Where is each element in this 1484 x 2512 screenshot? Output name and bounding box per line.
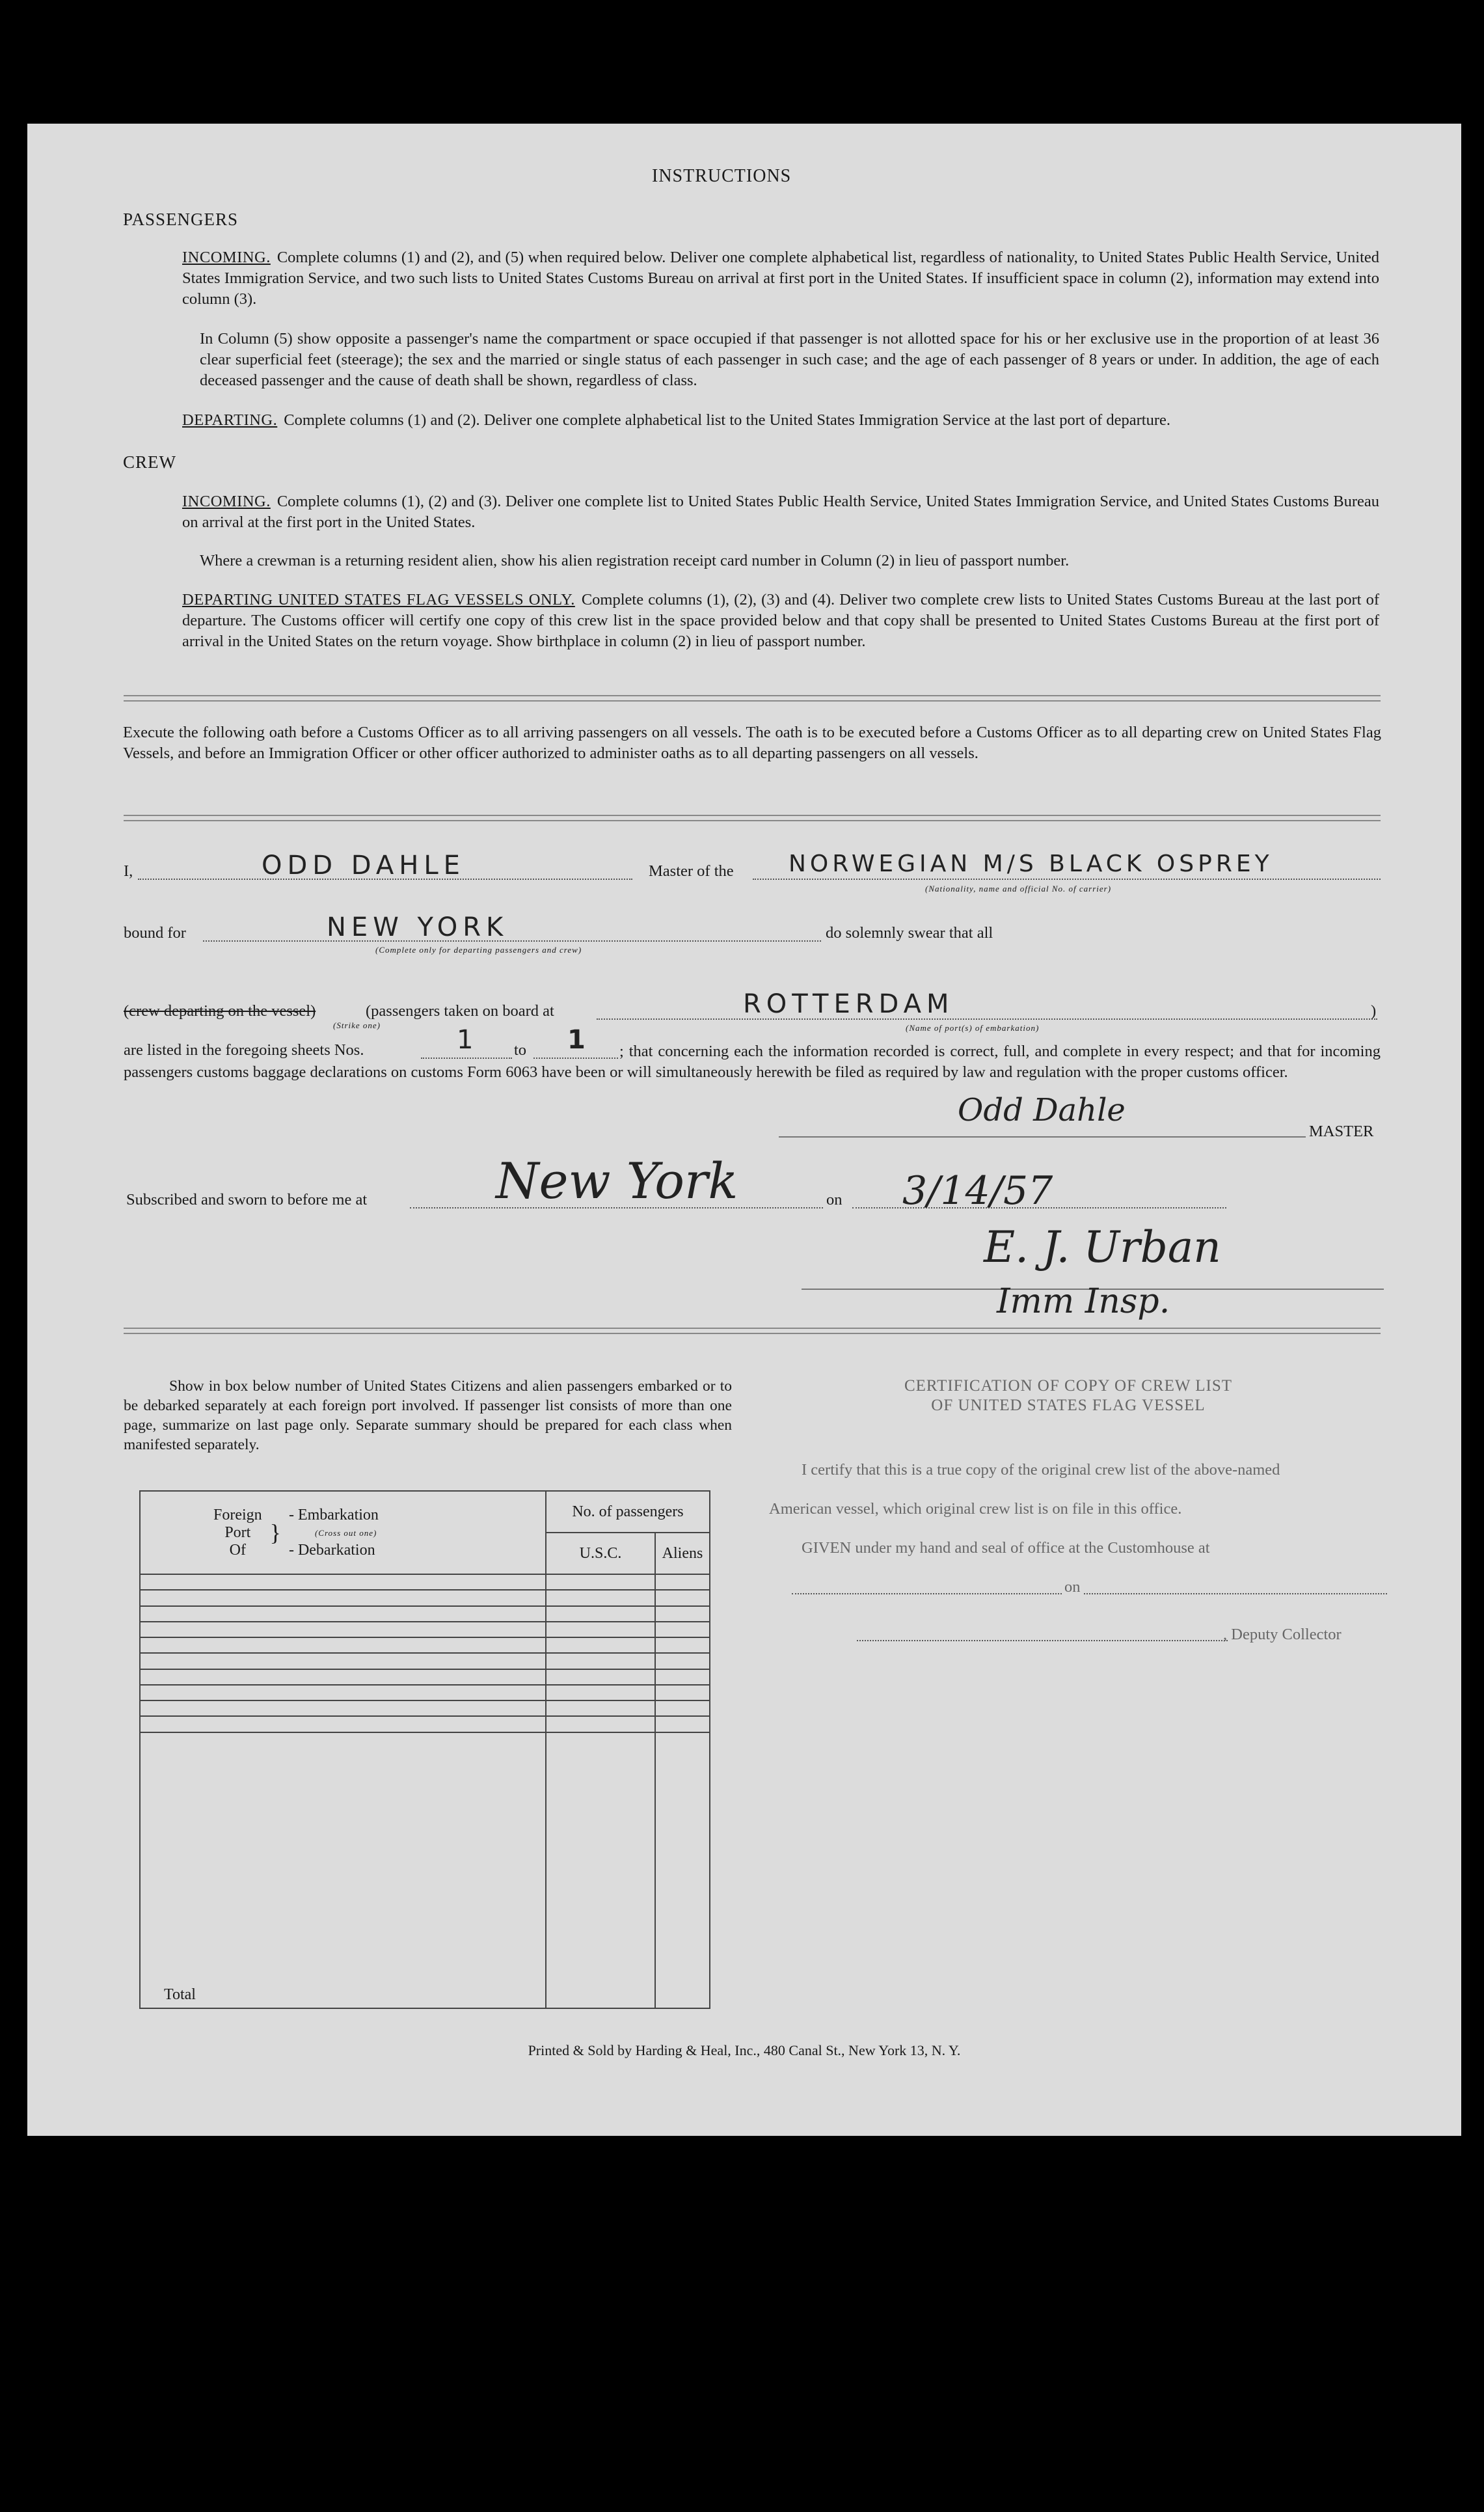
deputy-collector-label: , Deputy Collector bbox=[1223, 1626, 1342, 1643]
destination-field: NEW YORK bbox=[327, 912, 509, 942]
port-cell[interactable] bbox=[140, 1622, 546, 1637]
vessel-field: NORWEGIAN M/S BLACK OSPREY bbox=[789, 851, 1273, 877]
crew-departing-struck: (crew departing on the vessel) bbox=[124, 1002, 316, 1020]
given-line bbox=[802, 1539, 1210, 1557]
certify-text: ; that concerning each the information recorded is correct, full, and complete in every respect; and that for incoming passengers customs baggage declarations on customs Form 6063 have been or will simultaneously herewith be filed as required by law and regulation with the proper customs officer. bbox=[124, 1043, 1381, 1081]
of-label: Of bbox=[229, 1541, 246, 1559]
printer-footer: Printed & Sold by Harding & Heal, Inc., 480 Canal St., New York 13, N. Y. bbox=[528, 2042, 961, 2058]
aliens-cell[interactable] bbox=[655, 1574, 710, 1590]
customhouse-line[interactable] bbox=[792, 1593, 1387, 1594]
table-row bbox=[140, 1606, 710, 1622]
total-label: Total bbox=[140, 1732, 546, 2009]
port-cell[interactable] bbox=[140, 1606, 546, 1622]
aliens-cell[interactable] bbox=[655, 1590, 710, 1605]
crew-incoming-paragraph bbox=[182, 491, 1379, 533]
table-row bbox=[140, 1637, 710, 1653]
debarkation-label[interactable]: - Debarkation bbox=[288, 1541, 375, 1559]
master-name-field: ODD DAHLE bbox=[262, 851, 465, 881]
passenger-summary-table bbox=[139, 1490, 710, 2009]
certification-heading bbox=[867, 1376, 1270, 1415]
usc-cell[interactable] bbox=[546, 1622, 655, 1637]
summary-instruction: Show in box below number of United States Citizens and alien passengers embarked or to be debarked separately at each foreign port involved. If passenger list consists of more than one page, summarize on last page only. Separate summary should be prepared for each class when manifested separately. bbox=[124, 1378, 732, 1453]
cross-out-caption: (Cross out one) bbox=[314, 1527, 377, 1538]
aliens-cell[interactable] bbox=[655, 1700, 710, 1716]
swear-text: do solemnly swear that all bbox=[826, 924, 993, 942]
usc-header: U.S.C. bbox=[546, 1533, 655, 1574]
aliens-header: Aliens bbox=[655, 1533, 710, 1574]
embarkation-label[interactable]: - Embarkation bbox=[288, 1506, 379, 1523]
bound-for-label: bound for bbox=[124, 924, 186, 942]
table-row bbox=[140, 1590, 710, 1605]
form-sheet bbox=[27, 124, 1461, 2136]
i-label: I, bbox=[124, 862, 133, 880]
destination-line bbox=[203, 940, 821, 942]
usc-cell[interactable] bbox=[546, 1574, 655, 1590]
aliens-cell[interactable] bbox=[655, 1716, 710, 1732]
total-row bbox=[140, 1732, 710, 2009]
crew-departing-text: Complete columns (1), (2), (3) and (4). Deliver two complete crew lists to United States Customs Bureau at the last port of departure. The Customs officer will certify one copy of this crew list in the space provided below and that copy shall be presented to United States Customs Bureau at the first port of arrival in the United States on the return voyage. Show birthplace in column (2) in lieu of passport number. bbox=[182, 591, 1379, 650]
officer-signature: E. J. Urban bbox=[984, 1222, 1221, 1272]
crew-incoming-label: INCOMING. bbox=[182, 493, 271, 510]
port-cell[interactable] bbox=[140, 1653, 546, 1669]
aliens-cell[interactable] bbox=[655, 1637, 710, 1653]
port-cell[interactable] bbox=[140, 1669, 546, 1685]
crew-departing-paragraph bbox=[182, 590, 1379, 652]
usc-cell[interactable] bbox=[546, 1606, 655, 1622]
usc-cell[interactable] bbox=[546, 1590, 655, 1605]
foreign-label: Foreign bbox=[213, 1506, 262, 1523]
instructions-title: INSTRUCTIONS bbox=[652, 166, 792, 186]
table-row bbox=[140, 1653, 710, 1669]
passengers-incoming-label: INCOMING. bbox=[182, 249, 271, 266]
usc-cell[interactable] bbox=[546, 1653, 655, 1669]
master-of-label: Master of the bbox=[649, 862, 734, 880]
usc-cell[interactable] bbox=[546, 1700, 655, 1716]
aliens-cell[interactable] bbox=[655, 1622, 710, 1637]
aliens-cell[interactable] bbox=[655, 1685, 710, 1700]
table-row bbox=[140, 1700, 710, 1716]
officer-title: Imm Insp. bbox=[997, 1282, 1170, 1321]
to-label: to bbox=[514, 1041, 527, 1059]
port-cell[interactable] bbox=[140, 1574, 546, 1590]
passengers-departing-label: DEPARTING. bbox=[182, 411, 278, 429]
port-header-cell bbox=[140, 1491, 546, 1574]
oath-divider bbox=[124, 815, 1381, 821]
lower-divider bbox=[124, 1328, 1381, 1334]
port-cell[interactable] bbox=[140, 1685, 546, 1700]
port-line bbox=[597, 1018, 1377, 1020]
sworn-date-field: 3/14/57 bbox=[902, 1168, 1053, 1214]
port-cell[interactable] bbox=[140, 1700, 546, 1716]
close-paren: ) bbox=[1371, 1002, 1377, 1020]
destination-caption: (Complete only for departing passengers and crew) bbox=[375, 945, 582, 955]
certification-text2: American vessel, which original crew list is on file in this office. bbox=[769, 1500, 1182, 1518]
crew-departing-label: DEPARTING UNITED STATES FLAG VESSELS ONLY. bbox=[182, 591, 575, 608]
port-caption: (Name of port(s) of embarkation) bbox=[906, 1023, 1040, 1033]
port-cell[interactable] bbox=[140, 1590, 546, 1605]
given-text: under my hand and seal of office at the Customhouse at bbox=[855, 1539, 1210, 1557]
table-row bbox=[140, 1716, 710, 1732]
aliens-cell[interactable] bbox=[655, 1653, 710, 1669]
crew-incoming-text: Complete columns (1), (2) and (3). Deliver one complete list to United States Public Health Service, United States Immigration Service, and United States Customs Bureau on arrival at the first port in the United States. bbox=[182, 493, 1379, 531]
deputy-collector-line[interactable] bbox=[857, 1640, 1228, 1641]
usc-cell[interactable] bbox=[546, 1716, 655, 1732]
sworn-place-field: New York bbox=[496, 1152, 738, 1210]
passengers-heading: PASSENGERS bbox=[123, 210, 239, 229]
passengers-departing-text: Complete columns (1) and (2). Deliver one complete alphabetical list to the United States Immigration Service at the last port of departure. bbox=[284, 411, 1170, 429]
table-row bbox=[140, 1685, 710, 1700]
master-signature: Odd Dahle bbox=[958, 1092, 1126, 1128]
table-row bbox=[140, 1574, 710, 1590]
oath-instruction-paragraph: Execute the following oath before a Customs Officer as to all arriving passengers on all vessels. The oath is to be executed before a Customs Officer as to all departing crew on United States Flag Vessels, and before an Immigration Officer or other officer authorized to administer oaths as to all departing passengers on all vessels. bbox=[123, 724, 1381, 762]
listed-label: are listed in the foregoing sheets Nos. bbox=[124, 1041, 364, 1059]
aliens-cell[interactable] bbox=[655, 1606, 710, 1622]
sworn-on-label: on bbox=[826, 1191, 843, 1208]
usc-cell[interactable] bbox=[546, 1685, 655, 1700]
crew-heading: CREW bbox=[123, 452, 176, 472]
passengers-departing-paragraph bbox=[182, 410, 1379, 431]
certification-on-label: on bbox=[1062, 1578, 1083, 1596]
given-label: GIVEN bbox=[802, 1539, 852, 1557]
usc-cell[interactable] bbox=[546, 1669, 655, 1685]
sheet-to-field: 1 bbox=[567, 1025, 591, 1055]
vessel-line bbox=[753, 879, 1381, 880]
port-label: Port bbox=[224, 1523, 251, 1541]
section-divider bbox=[124, 695, 1381, 702]
sheet-from-field: 1 bbox=[457, 1025, 479, 1055]
certification-heading-line2: OF UNITED STATES FLAG VESSEL bbox=[931, 1397, 1206, 1414]
strike-one-caption: (Strike one) bbox=[333, 1020, 381, 1030]
table-row bbox=[140, 1622, 710, 1637]
master-label: MASTER bbox=[1309, 1123, 1374, 1140]
brace-glyph: } bbox=[269, 1520, 281, 1546]
master-signature-line bbox=[779, 1136, 1306, 1138]
usc-total-cell[interactable] bbox=[546, 1732, 655, 2009]
table-row bbox=[140, 1669, 710, 1685]
vessel-caption: (Nationality, name and official No. of carrier) bbox=[925, 884, 1112, 894]
subscribed-label: Subscribed and sworn to before me at bbox=[126, 1191, 368, 1208]
passengers-taken-label: (passengers taken on board at bbox=[366, 1002, 554, 1020]
usc-cell[interactable] bbox=[546, 1637, 655, 1653]
passengers-incoming-text: Complete columns (1) and (2), and (5) when required below. Deliver one complete alphabetical list, regardless of nationality, to United States Public Health Service, United States Immigration Service, and two such lists to United States Customs Bureau on arrival at first port in the United States. If insufficient space in column (2), information may extend into column (3). bbox=[182, 249, 1379, 308]
port-cell[interactable] bbox=[140, 1716, 546, 1732]
certification-text1: I certify that this is a true copy of the original crew list of the above-named bbox=[802, 1461, 1280, 1479]
certification-heading-line1: CERTIFICATION OF COPY OF CREW LIST bbox=[904, 1377, 1233, 1395]
port-of-embarkation-field: ROTTERDAM bbox=[743, 989, 954, 1019]
aliens-total-cell[interactable] bbox=[655, 1732, 710, 2009]
crew-resident-paragraph: Where a crewman is a returning resident alien, show his alien registration receipt card number in Column (2) in lieu of passport number. bbox=[200, 552, 1070, 569]
port-cell[interactable] bbox=[140, 1637, 546, 1653]
aliens-cell[interactable] bbox=[655, 1669, 710, 1685]
passengers-column5-paragraph: In Column (5) show opposite a passenger's name the compartment or space occupied if that passenger is not allotted space for his or her exclusive use in the proportion of at least 36 clear superficial feet (steerage); the sex and the married or single status of each passenger in such case; and the age of each passenger of 8 years or under. In addition, the age of each deceased passenger and the cause of death shall be shown, regardless of class. bbox=[200, 330, 1379, 389]
no-of-passengers-header: No. of passengers bbox=[546, 1491, 710, 1533]
passengers-incoming-paragraph bbox=[182, 247, 1379, 310]
